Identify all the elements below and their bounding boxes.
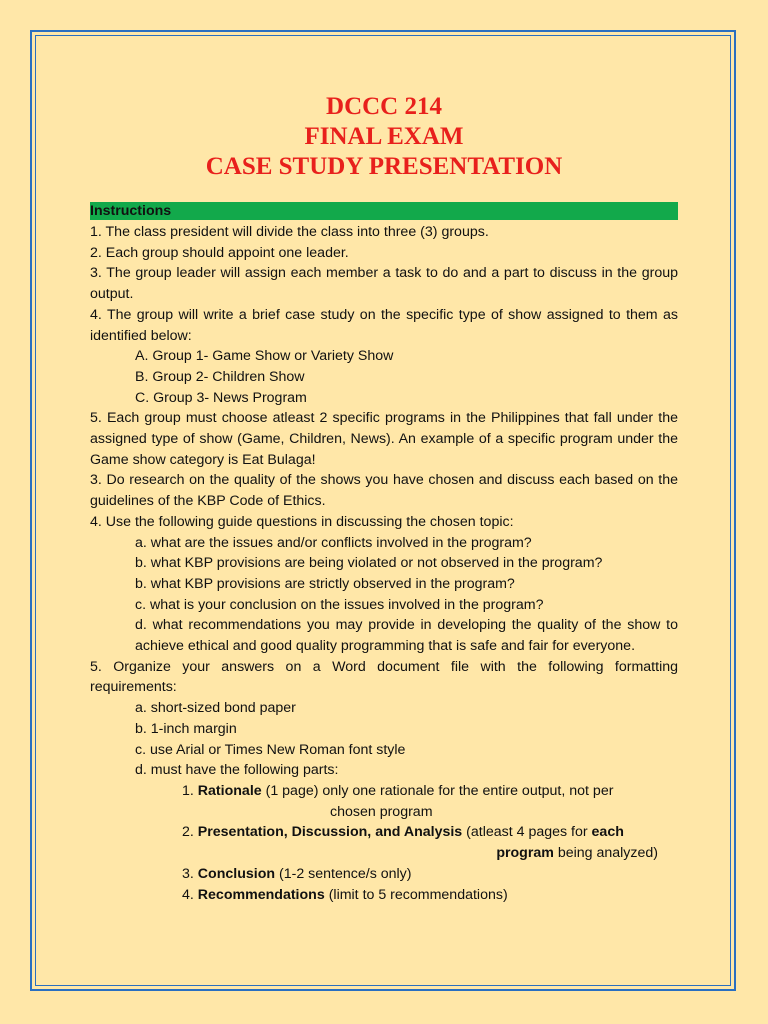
document-title	[0, 92, 768, 182]
format-item: a. short-sized bond paper	[135, 700, 296, 717]
guide-question: d. what recommendations you may provide in developing the quality of the show to achieve ethical and good quality programming that is safe and fair for everyone.	[135, 617, 678, 655]
instruction-item: 1. The class president will divide the class into three (3) groups.	[90, 224, 489, 240]
format-item: b. 1-inch margin	[135, 720, 237, 737]
instruction-item: 3. The group leader will assign each member a task to do and a part to discuss in the group output.	[90, 265, 678, 303]
title-course-code: DCCC 214	[326, 93, 442, 120]
instruction-item: 4. Use the following guide questions in discussing the chosen topic:	[90, 513, 514, 530]
guide-question: c. what is your conclusion on the issues involved in the program?	[135, 596, 544, 613]
instruction-item: 5. Organize your answers on a Word document file with the following formatting requirements:	[90, 658, 678, 696]
instruction-item: 3. Do research on the quality of the shows you have chosen and discuss each based on the guidelines of the KBP Code of Ethics.	[90, 472, 678, 510]
instruction-item: 2. Each group should appoint one leader.	[90, 244, 349, 261]
group-item: C. Group 3- News Program	[135, 389, 307, 406]
instruction-item: 4. The group will write a brief case study on the specific type of show assigned to them as identified below:	[90, 306, 678, 344]
part-presentation-continued: program being analyzed)	[496, 845, 658, 862]
title-exam: FINAL EXAM	[304, 123, 464, 150]
guide-question: b. what KBP provisions are being violated or not observed in the program?	[135, 555, 603, 572]
instruction-item: 5. Each group must choose atleast 2 specific programs in the Philippines that fall under the assigned type of show (Game, Children, News). An example of a specific program under the Game show category is Eat Bulaga!	[90, 410, 678, 468]
format-item: d. must have the following parts:	[135, 762, 339, 779]
part-conclusion: 3. Conclusion (1-2 sentence/s only)	[182, 865, 412, 882]
instructions-heading: Instructions	[90, 202, 678, 220]
part-rationale: 1. Rationale (1 page) only one rationale for the entire output, not per	[182, 782, 614, 799]
guide-question: a. what are the issues and/or conflicts involved in the program?	[135, 534, 532, 551]
part-presentation: 2. Presentation, Discussion, and Analysis (atleast 4 pages for each	[182, 824, 624, 841]
instructions-body	[90, 202, 678, 905]
group-item: A. Group 1- Game Show or Variety Show	[135, 348, 394, 365]
guide-question: b. what KBP provisions are strictly observed in the program?	[135, 575, 515, 592]
part-recommendations: 4. Recommendations (limit to 5 recommendations)	[182, 886, 508, 903]
part-rationale-continued: chosen program	[330, 803, 433, 820]
format-item: c. use Arial or Times New Roman font style	[135, 741, 406, 758]
group-item: B. Group 2- Children Show	[135, 368, 305, 385]
title-case-study: CASE STUDY PRESENTATION	[205, 153, 563, 180]
